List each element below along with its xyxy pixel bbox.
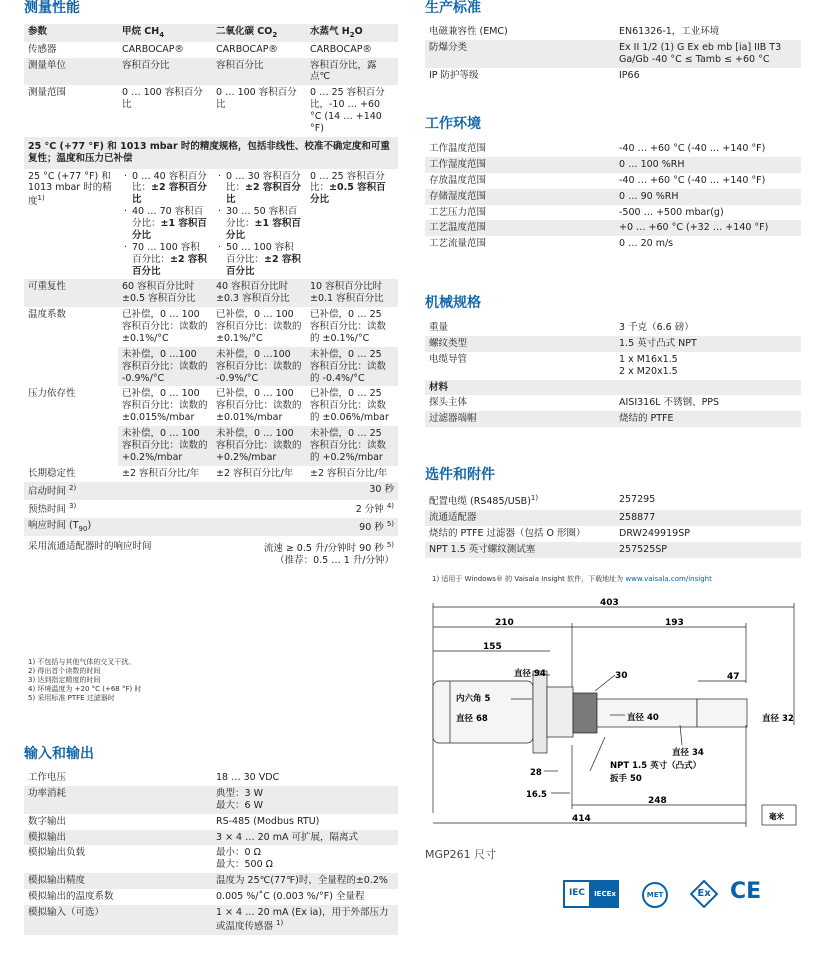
temp-comp-ch4: 已补偿，0 … 100 容积百分比：读数的 ±0.1%/°C: [122, 309, 208, 344]
dim-155: 155: [483, 642, 502, 652]
press-comp-row: [24, 386, 398, 426]
io-row: 数字输出 RS-485 (Modbus RTU): [28, 815, 320, 827]
ex-logo: Ex: [690, 880, 718, 908]
opt-row: 流通适配器 258877: [425, 510, 801, 526]
press-comp-co2: 已补偿，0 … 100 容积百分比：读数的 ±0.01%/mbar: [216, 388, 302, 424]
note-item: 1) 不包括与其他气体的交叉干扰。: [28, 658, 136, 666]
mech-row: 重量 3 千克（6.6 磅）: [429, 322, 694, 333]
dim-193: 193: [665, 618, 684, 628]
range-row: [24, 85, 398, 137]
production-row: IP 防护等级 IP66: [429, 69, 640, 81]
dim-hex5: 内六角 5: [456, 694, 491, 704]
startup-label: 启动时间 $^{2)}$: [24, 482, 212, 500]
ce-logo: CE: [730, 879, 762, 904]
warmup-label: 预热时间 $^{3)}$: [28, 501, 77, 515]
accuracy-note: 25 °C (+77 °F) 和 1013 mbar 时的精度规格，包括非线性、校准不确定度和可重复性；温度和压力已补偿: [24, 137, 398, 169]
accuracy-label: 25 °C (+77 °F) 和 1013 mbar 时的精度$^{1)}$: [28, 170, 112, 208]
longterm-ch4: ±2 容积百分比/年: [122, 467, 200, 479]
longterm-label: 长期稳定性: [28, 467, 76, 479]
unit-h2o: 容积百分比，露点℃: [306, 58, 398, 86]
range-co2: 0 … 100 容积百分比: [216, 87, 297, 111]
io-row: 模拟输出 3 × 4 … 20 mA 可扩展，隔离式: [24, 830, 398, 846]
io-row: 模拟输出精度 温度为 25℃(77℉)时，全量程的±0.2%: [24, 873, 398, 889]
range-ch4: 0 … 100 容积百分比: [122, 87, 203, 111]
temp-uncomp-co2: 未补偿，0 …100 容积百分比：读数的 -0.9%/°C: [212, 347, 306, 387]
note-item: 2) 得出首个读数的时间: [28, 667, 101, 676]
drawing-caption: MGP261 尺寸: [425, 848, 497, 861]
press-comp-h2o: 已补偿，0 … 25 容积百分比：读数的 ±0.06%/mbar: [310, 388, 389, 424]
startup-row: [24, 482, 398, 500]
flow-response-value: 流速 ≥ 0.5 升/分钟时 90 秒 $^{5)}$ （推荐：0.5 … 1 升/分钟）: [263, 540, 394, 566]
longterm-co2: ±2 容积百分比/年: [216, 467, 294, 479]
dim-npt: NPT 1.5 英寸（凸式）: [610, 761, 702, 771]
mech-row: 过滤器端帽 烧结的 PTFE: [425, 411, 801, 427]
sensor-label: 传感器: [28, 43, 57, 55]
unit-row: [24, 58, 398, 86]
note-item: 4) 环境温度为 +20 °C (+68 °F) 时: [28, 685, 142, 694]
env-row: 工艺流量范围 0 … 20 m/s: [429, 238, 674, 250]
unit-co2: 容积百分比: [212, 58, 306, 86]
insight-link[interactable]: www.vaisala.com/insight: [625, 575, 712, 583]
environment-table: [425, 141, 801, 252]
dim-wrench: 扳手 50: [610, 774, 642, 784]
production-title: 生产标准: [425, 0, 481, 16]
acc-co2-item: · 0 … 30 容积百分比：±2 容积百分比: [216, 171, 302, 207]
warmup-value: 2 分钟 $^{4)}$: [355, 501, 394, 515]
sensor-ch4: CARBOCAP®: [122, 43, 184, 55]
dimension-drawing: [420, 595, 810, 840]
sensor-co2: CARBOCAP®: [216, 43, 278, 55]
accuracy-ch4: [118, 169, 212, 280]
options-title: 选件和附件: [425, 467, 495, 483]
dim-403: 403: [600, 598, 619, 608]
io-row: 模拟输出的温度系数 0.005 %/˚C (0.003 %/°F) 全量程: [28, 891, 365, 902]
press-comp-ch4: 已补偿，0 … 100 容积百分比：读数的 ±0.015%/mbar: [122, 388, 208, 424]
accuracy-note-row: [24, 137, 398, 169]
header-ch4: 甲烷 $CH_4$: [118, 24, 212, 42]
dim-dia40: 直径 40: [627, 713, 659, 723]
mech-row: 探头主体 AISI316L 不锈钢、PPS: [429, 397, 720, 409]
iecex-logo: IECEx: [591, 880, 619, 908]
dim-47: 47: [727, 672, 740, 682]
acc-ch4-item: · 40 … 70 容积百分比：±1 容积百分比: [122, 206, 208, 242]
press-uncomp-row: [24, 426, 398, 466]
temp-comp-co2: 已补偿，0 … 100 容积百分比：读数的 ±0.1%/°C: [216, 309, 302, 344]
press-uncomp-co2: 未补偿，0 … 100 容积百分比：读数的 +0.2%/mbar: [212, 426, 306, 466]
unit-ch4: 容积百分比: [118, 58, 212, 86]
dim-dia34: 直径 34: [672, 748, 704, 758]
response-row: [24, 518, 398, 536]
env-row: 工艺温度范围 +0 … +60 °C (+32 … +140 °F): [425, 220, 801, 236]
io-title: 输入和输出: [24, 746, 94, 762]
acc-co2-item: · 50 … 100 容积百分比：±2 容积百分比: [216, 242, 302, 278]
range-label: 测量范围: [28, 87, 67, 99]
environment-title: 工作环境: [425, 116, 481, 132]
iec-logo: IEC: [563, 880, 591, 908]
note-item: 3) 达到指定精度的时间: [28, 676, 101, 685]
unit-label: 测量单位: [24, 58, 118, 86]
io-row: 模拟输出负载 最小：0 Ω 最大：500 Ω: [28, 847, 273, 871]
mechanical-title: 机械规格: [425, 295, 481, 311]
press-uncomp-h2o: 未补偿，0 … 25 容积百分比：读数的 +0.2%/mbar: [306, 426, 398, 466]
opt-row: 配置电缆 $(RS485/USB)^{1)}$ 257295: [429, 494, 656, 508]
measurement-header-row: [24, 24, 398, 42]
repeat-label: 可重复性: [24, 279, 118, 307]
opt-row: NPT 1.5 英寸螺纹测试塞 257525SP: [425, 542, 801, 558]
production-row: 电磁兼容性 (EMC) EN61326-1，工业环境: [429, 26, 720, 37]
env-row: 工艺压力范围 -500 … +500 mbar(g): [429, 206, 724, 218]
startup-value: 30 秒: [212, 482, 398, 500]
dim-414: 414: [572, 814, 591, 824]
opt-row: 烧结的 PTFE 过滤器（包括 O 形圈） DRW249919SP: [429, 527, 690, 539]
dim-248: 248: [648, 796, 667, 806]
response-label: 响应时间 $(T_{90})$: [24, 518, 212, 536]
note-item: 5) 采用标准 PTFE 过滤器时: [28, 694, 115, 703]
dim-30: 30: [615, 671, 628, 681]
sensor-h2o: CARBOCAP®: [310, 43, 372, 55]
io-row: 工作电压 18 … 30 VDC: [28, 772, 280, 783]
met-logo: MET: [642, 882, 668, 908]
mech-row: 电缆导管 1 x M16x1.5 2 x M20x1.5: [429, 353, 678, 377]
env-row: 存放温度范围 -40 … +60 °C (-40 … +140 °F): [429, 174, 766, 186]
dim-dia68: 直径 68: [456, 714, 488, 724]
longterm-row: [24, 466, 398, 482]
press-label: 压力依存性: [28, 388, 76, 400]
header-co2: 二氧化碳 $CO_2$: [212, 24, 306, 42]
response-value: 90 秒 $^{5)}$: [212, 518, 398, 536]
repeat-co2: 40 容积百分比时 ±0.3 容积百分比: [212, 279, 306, 307]
env-row: 存储湿度范围 0 … 90 %RH: [425, 189, 801, 205]
flow-response-row: [24, 536, 398, 569]
acc-ch4-item: · 70 … 100 容积百分比：±2 容积百分比: [122, 242, 208, 278]
press-uncomp-ch4: 未补偿，0 … 100 容积百分比：读数的 +0.2%/mbar: [118, 426, 212, 466]
repeat-row: [24, 279, 398, 307]
io-row: 模拟输入（可选） 1 × 4 … 20 mA (Ex ia)，用于外部压力或温度传感器 $^{1)}$: [24, 905, 398, 935]
accuracy-row: [24, 169, 398, 280]
production-table: [425, 24, 801, 84]
dim-16-5: 16.5: [526, 790, 547, 800]
mech-row: 螺纹类型 1.5 英寸凸式 NPT: [425, 336, 801, 352]
io-row: 功率消耗 典型：3 W 最大：6 W: [24, 786, 398, 814]
temp-uncomp-row: [24, 347, 398, 387]
dim-dia32: 直径 32: [762, 714, 794, 724]
production-row: 防爆分类 Ex II 1/2 (1) G Ex eb mb [ia] IIB T3 Ga/Gb -40 °C ≤ Tamb ≤ +60 °C: [425, 40, 801, 68]
header-h2o: 水蒸气 $H_2O$: [306, 24, 398, 42]
unit-label: 毫米: [769, 812, 784, 821]
options-note: 1) 适用于 Windows® 的 Vaisala Insight 软件，下载地址为 www.vaisala.com/insight: [432, 575, 712, 583]
temp-label: 温度系数: [28, 309, 67, 321]
temp-comp-row: [24, 307, 398, 347]
repeat-h2o: 10 容积百分比时 ±0.1 容积百分比: [306, 279, 398, 307]
flow-response-label: 采用流通适配器时的响应时间: [28, 540, 152, 552]
accuracy-h2o: 0 … 25 容积百分比：±0.5 容积百分比: [310, 170, 386, 206]
longterm-h2o: ±2 容积百分比/年: [310, 467, 388, 479]
temp-comp-h2o: 已补偿，0 … 25 容积百分比：读数的 ±0.1%/°C: [310, 309, 387, 344]
header-param: 参数: [24, 24, 118, 42]
mechanical-table: [425, 320, 801, 427]
env-row: 工作湿度范围 0 … 100 %RH: [425, 157, 801, 173]
io-table: [24, 770, 398, 935]
temp-uncomp-h2o: 未补偿，0 … 25 容积百分比：读数的 -0.4%/°C: [306, 347, 398, 387]
warmup-row: [24, 500, 398, 518]
mech-row: 材料: [425, 380, 801, 396]
range-h2o: 0 … 25 容积百分比，-10 … +60 °C (14 … +140 °F): [310, 87, 385, 134]
sensor-row: [24, 42, 398, 58]
dim-210: 210: [495, 618, 514, 628]
measurement-table: [24, 24, 398, 569]
acc-ch4-item: · 0 … 40 容积百分比：±2 容积百分比: [122, 171, 208, 207]
options-table: [425, 492, 801, 558]
dim-28: 28: [530, 768, 542, 778]
accuracy-co2: [212, 169, 306, 280]
temp-uncomp-ch4: 未补偿，0 …100 容积百分比：读数的 -0.9%/°C: [118, 347, 212, 387]
measurement-notes: [28, 658, 388, 703]
env-row: 工作温度范围 -40 … +60 °C (-40 … +140 °F): [429, 143, 766, 154]
acc-co2-item: · 30 … 50 容积百分比：±1 容积百分比: [216, 206, 302, 242]
measurement-title: 测量性能: [24, 0, 80, 16]
repeat-ch4: 60 容积百分比时 ±0.5 容积百分比: [118, 279, 212, 307]
dim-dia94: 直径 94: [514, 669, 546, 679]
